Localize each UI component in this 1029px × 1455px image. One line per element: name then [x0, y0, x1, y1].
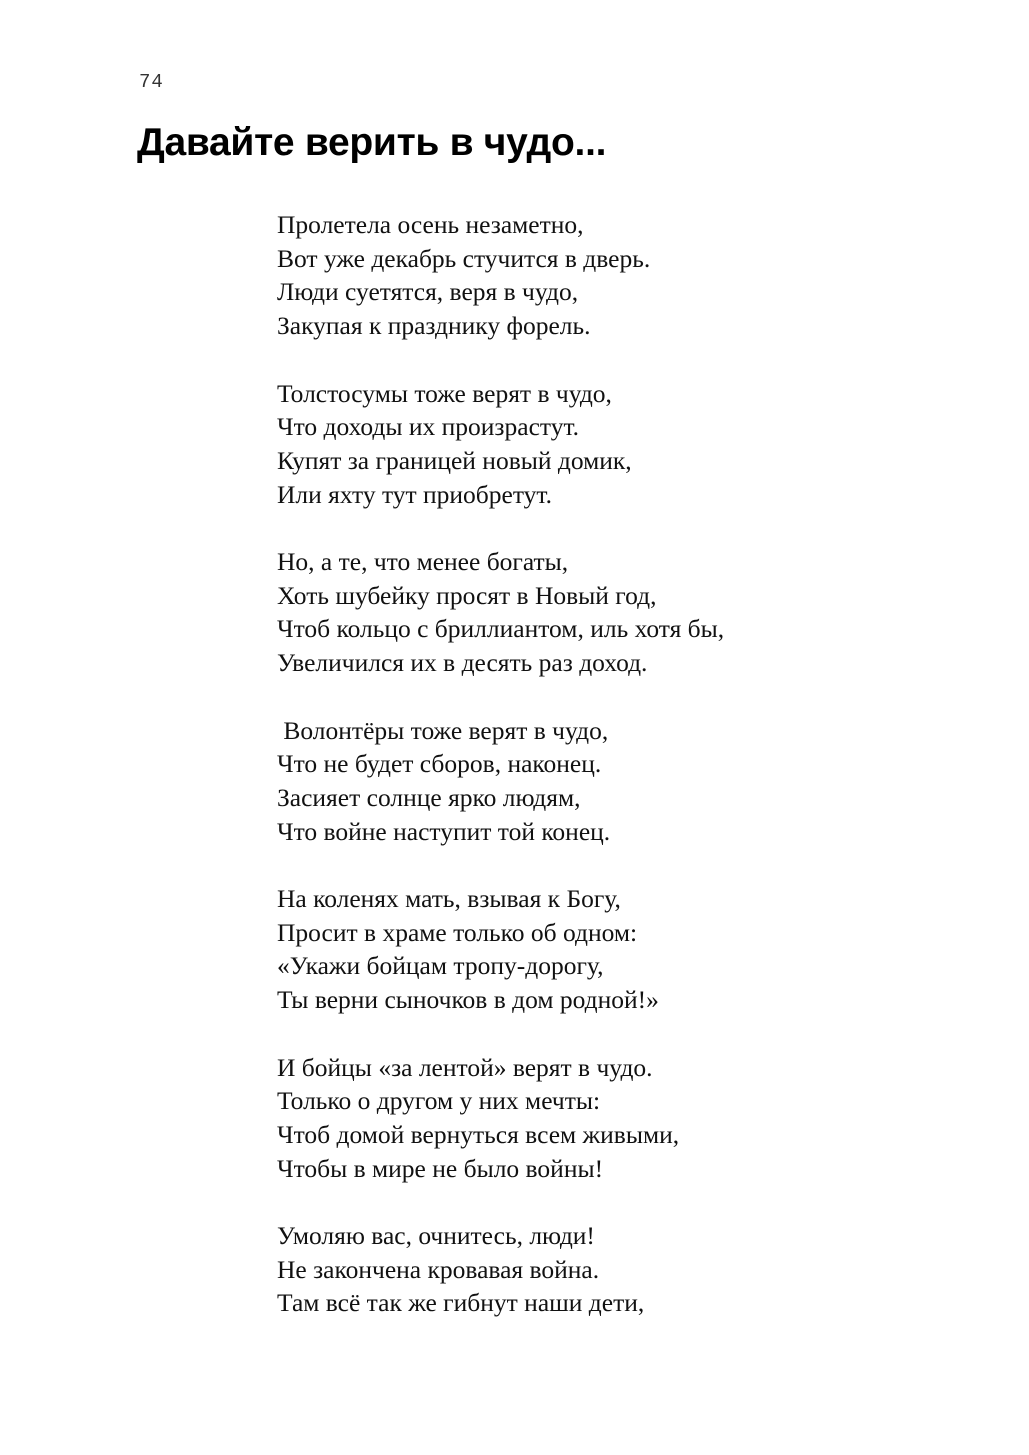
poem-line: Пролетела осень незаметно,: [277, 210, 584, 239]
poem-line: Но, а те, что менее богаты,: [277, 547, 569, 576]
poem-line: Что доходы их произрастут.: [277, 412, 580, 442]
poem-line: Что войне наступит той конец.: [277, 816, 611, 846]
poem-line: На коленях мать, взывая к Богу,: [277, 884, 621, 913]
stanza-1: [277, 208, 977, 343]
poem-line: Чтоб кольцо с бриллиантом, иль хотя бы,: [277, 614, 725, 644]
poem-line: Просит в храме только об одном:: [277, 917, 638, 947]
poem-line: Не закончена кровавая война.: [277, 1254, 600, 1284]
stanza-2: [277, 377, 977, 512]
poem-line: Увеличился их в десять раз доход.: [277, 648, 648, 678]
poem-line: Засияет солнце ярко людям,: [277, 782, 581, 812]
page-number: 74: [139, 71, 164, 93]
poem-line: Чтоб домой вернуться всем живыми,: [277, 1119, 680, 1149]
stanza-5: [277, 882, 977, 1017]
poem-line: Чтобы в мире не было войны!: [277, 1153, 604, 1183]
stanza-3: [277, 545, 977, 680]
poem-line: И бойцы «за лентой» верят в чудо.: [277, 1052, 653, 1082]
poem-line: Ты верни сыночков в дом родной!»: [277, 985, 659, 1015]
poem-line: Только о другом у них мечты:: [277, 1086, 601, 1116]
poem-line: Купят за границей новый домик,: [277, 445, 632, 475]
poem-body: [277, 208, 977, 1354]
poem-line: Люди суетятся, веря в чудо,: [277, 277, 579, 307]
stanza-4: [277, 714, 977, 849]
poem-line: «Укажи бойцам тропу-дорогу,: [277, 951, 604, 981]
poem-line: Волонтёры тоже верят в чудо,: [277, 715, 609, 745]
poem-line: Закупая к празднику форель.: [277, 311, 591, 341]
poem-line: Толстосумы тоже верят в чудо,: [277, 378, 612, 408]
poem-line: Или яхту тут приобретут.: [277, 479, 553, 509]
poem-line: Умоляю вас, очнитесь, люди!: [277, 1221, 595, 1250]
poem-title: Давайте верить в чудо...: [137, 121, 607, 164]
poem-line: Там всё так же гибнут наши дети,: [277, 1288, 645, 1318]
stanza-6: [277, 1051, 977, 1186]
poem-line: Хоть шубейку просят в Новый год,: [277, 580, 657, 610]
poem-line: Что не будет сборов, наконец.: [277, 749, 602, 779]
stanza-7: [277, 1219, 977, 1320]
poem-line: Вот уже декабрь стучится в дверь.: [277, 243, 651, 273]
